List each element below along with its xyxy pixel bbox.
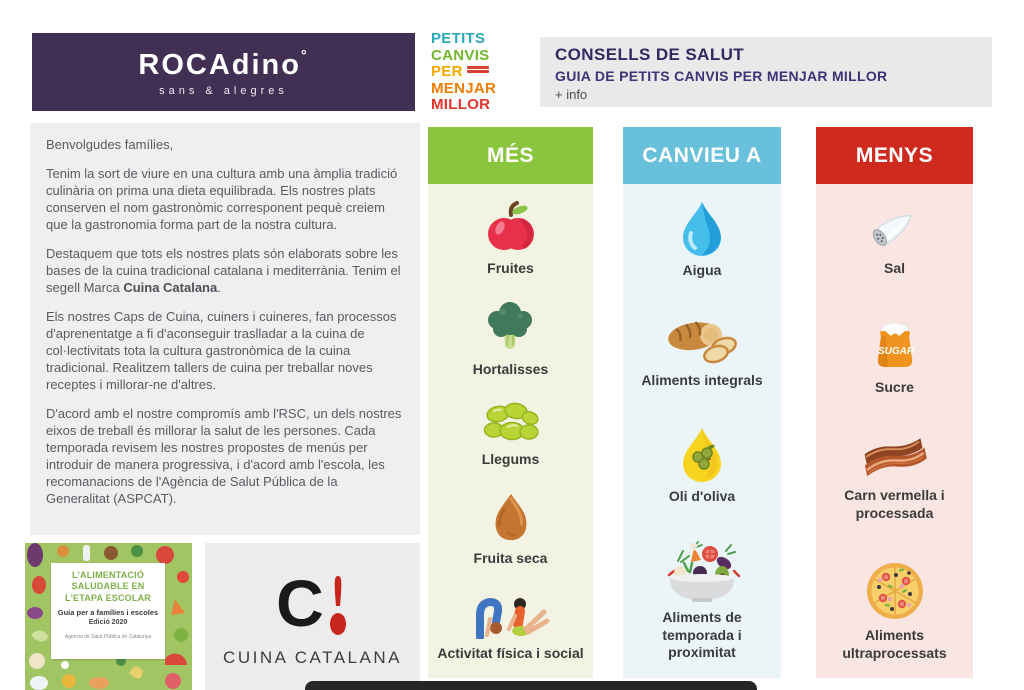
list-item: Aliments ultraprocessats	[824, 561, 965, 662]
red-spoon-icon	[327, 574, 349, 640]
intro-text-panel	[30, 123, 420, 535]
column-mes-header: MÉS	[428, 127, 593, 184]
brand-name: ROCAdino°	[138, 46, 309, 81]
almond-icon	[489, 490, 533, 544]
logo-line-petits: PETITS	[431, 30, 486, 47]
cuina-catalana-seal	[205, 543, 420, 690]
intro-paragraph-3: Els nostres Caps de Cuina, cuiners i cuineres, fan processos d'aprenentatge a fi d'aconseguir traslladar a la cuina de col·lectivitats tota la cultura gastronòmica de la cuina tradicional. Realitzem tallers de cuina per treballar noves receptes i millorar-ne d'altres.	[46, 309, 397, 393]
column-canvieu-header: CANVIEU A	[623, 127, 781, 184]
list-item: Fruites	[484, 200, 538, 278]
apple-icon	[484, 200, 538, 254]
logo-line-canvis: CANVIS	[431, 46, 490, 64]
peas-icon	[482, 399, 540, 445]
intro-paragraph-4: D'acord amb el nostre compromís amb l'RSC, un dels nostres eixos de treball és millorar la salut de les persones. Cada temporada revisem les nostres propostes de menús per introduir de manera progressiva, i d'acord amb l'escola, les recomanacions de l'Agència de Salut Pública de la Generalitat (ASPCAT).	[46, 406, 402, 507]
petits-canvis-logo	[431, 31, 537, 117]
book-subtitle: Guia per a famílies i escoles	[57, 607, 159, 617]
column-canvieu-a	[623, 127, 781, 678]
book-agency: Agència de Salut Pública de Catalunya	[64, 633, 152, 640]
page-title: CONSELLS DE SALUT	[555, 45, 745, 64]
logo-line-millor: MILLOR	[431, 96, 491, 113]
info-link[interactable]: + info	[555, 87, 588, 102]
list-item: Aliments integrals	[641, 316, 762, 390]
cuina-label: CUINA CATALANA	[223, 647, 402, 667]
column-menys	[816, 127, 973, 678]
list-item: Hortalisses	[473, 299, 548, 379]
list-item: Activitat física i social	[437, 589, 583, 663]
column-mes-body	[428, 184, 593, 678]
intro-paragraph-2: Destaquem que tots els nostres plats són elaborats sobre les bases de la cuina tradicional catalana i mediterrània. Tenim el segell Marca Cuina Catalana.	[46, 246, 401, 296]
intro-paragraph-1: Tenim la sort de viure en una cultura amb una àmplia tradició culinària on prima una dieta equilibrada. Els nostres plats conserven el nom gastronòmic corresponent pequè creiem que la gastronomia forma part de la nostra cultura.	[46, 166, 398, 233]
book-title: L'ALIMENTACIÓ SALUDABLE EN L'ETAPA ESCOLAR	[65, 570, 151, 603]
logo-line-per: PER	[431, 64, 537, 81]
logo-line-menjar: MENJAR	[431, 79, 497, 97]
masthead	[540, 37, 992, 107]
water-drop-icon	[679, 200, 725, 256]
svg-text:SUGAR: SUGAR	[877, 345, 914, 357]
list-item: Carn vermella i processada	[824, 435, 965, 522]
sugar-bag-icon	[869, 317, 921, 373]
guide-book-cover	[25, 543, 192, 690]
book-title-panel	[51, 563, 165, 659]
bottom-toolbar[interactable]	[305, 681, 757, 690]
brand-degree-mark: °	[300, 46, 309, 63]
column-mes	[428, 127, 593, 678]
column-menys-header: MENYS	[816, 127, 973, 184]
column-menys-body	[816, 184, 973, 678]
broccoli-icon	[482, 299, 538, 355]
brand-tagline: sans & alegres	[159, 84, 288, 97]
column-canvieu-body	[623, 184, 781, 678]
exercise-icon	[468, 589, 552, 639]
logo-fine-print	[467, 66, 489, 74]
book-edition: Edició 2020	[88, 618, 128, 626]
cuina-monogram: C	[276, 570, 349, 642]
list-item: Aigua	[679, 200, 725, 280]
list-item: SUGAR Sucre	[869, 317, 921, 397]
list-item: Oli d'oliva	[669, 426, 735, 506]
page-subtitle: GUIA DE PETITS CANVIS PER MENJAR MILLOR	[555, 68, 888, 84]
bacon-icon	[859, 435, 931, 481]
list-item: Sal	[866, 200, 924, 278]
pizza-icon	[865, 561, 925, 621]
salt-shaker-icon	[866, 200, 924, 254]
cuina-catalana-bold: Cuina Catalana	[123, 280, 218, 296]
list-item: Llegums	[482, 399, 540, 469]
salad-bowl-icon	[664, 541, 740, 603]
olive-oil-icon	[679, 426, 725, 482]
bread-icon	[666, 316, 738, 366]
list-item: Fruita seca	[474, 490, 548, 568]
list-item: Aliments de temporada i proximitat	[631, 541, 773, 662]
intro-greeting: Benvolgudes famílies,	[46, 137, 174, 152]
rocadino-logo	[32, 33, 415, 111]
